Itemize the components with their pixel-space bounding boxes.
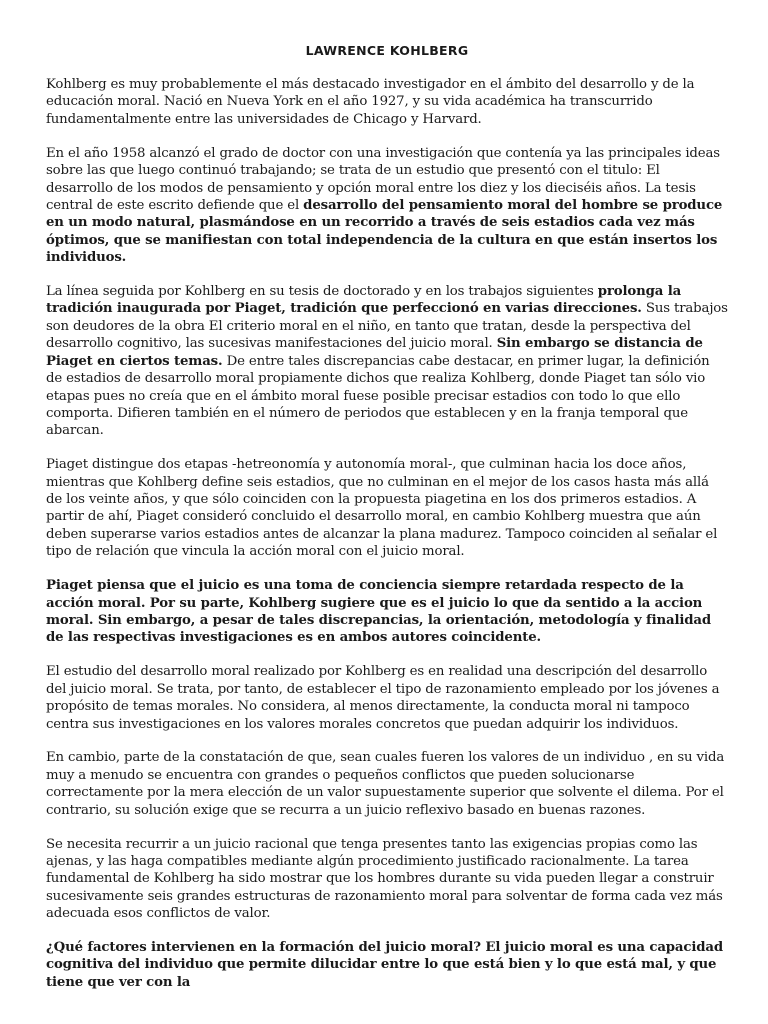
paragraph-8 bbox=[46, 836, 728, 923]
bold-text: Piaget piensa que el juicio es una toma de conciencia siempre retardada respecto de la acción moral. Por su parte, Kohlberg sugiere que es el juicio lo que da sentido a la accion moral. Sin embargo, a pesar de tales discrepancias, la orientación, metodología y finalidad de las respectivas investigaciones es en ambos autores coincidente. bbox=[46, 578, 712, 646]
bold-text: ¿Qué factores intervienen en la formación del juicio moral? El juicio moral es una capacidad cognitiva del individuo que permite dilucidar entre lo que está bien y lo que está mal, y que tiene que ver con la bbox=[46, 940, 724, 990]
document-title: LAWRENCE KOHLBERG bbox=[305, 43, 469, 58]
text: Sus trabajos son deudores de la obra El criterio moral en el niño, en tanto que tratan, desde la perspectiva del desarrollo cognitivo, las sucesivas manifestaciones del juicio moral. bbox=[46, 301, 728, 352]
paragraph-5 bbox=[46, 577, 728, 647]
text: El estudio del desarrollo moral realizado por Kohlberg es en realidad una descripción del desarrollo del juicio moral. Se trata, por tanto, de establecer el tipo de razonamiento empleado por los jóvenes a propósito de temas morales. No considera, al menos directamente, la conducta moral ni tampoco centra sus investigaciones en los valores morales concretos que puedan adquirir los individuos. bbox=[46, 664, 720, 732]
text: La línea seguida por Kohlberg en su tesis de doctorado y en los trabajos siguientes bbox=[46, 284, 598, 300]
bold-text: desarrollo del pensamiento moral del hombre se produce en un modo natural, plasmándose en un recorrido a través de seis estadios cada vez más óptimos, que se manifiestan con total independencia de la cultura en que están insertos los individuos. bbox=[46, 197, 723, 266]
text: Piaget distingue dos etapas -hetreonomía y autonomía moral-, que culminan hacia los doce años, mientras que Kohlberg define seis estadios, que no culminan en el mejor de los casos hasta más allá de los veinte años, y que sólo coinciden con la propuesta piagetina en los dos primeros estadios. A partir de ahí, Piaget consideró concluido el desarrollo moral, en cambio Kohlberg muestra que aún deben superarse varios estadios antes de alcanzar la plana madurez. Tampoco coinciden al señalar el tipo de relación que vincula la acción moral con el juicio moral. bbox=[46, 457, 718, 560]
paragraph-2 bbox=[46, 145, 728, 267]
paragraph-4 bbox=[46, 456, 728, 560]
text: Se necesita recurrir a un juicio racional que tenga presentes tanto las exigencias propias como las ajenas, y las haga compatibles mediante algún procedimiento justificado racionalmente. La tarea fundamental de Kohlberg ha sido mostrar que los hombres durante su vida pueden llegar a construir sucesivamente seis grandes estructuras de razonamiento moral para solventar de forma cada vez más adecuada esos conflictos de valor. bbox=[46, 836, 723, 922]
text: De entre tales discrepancias cabe destacar, en primer lugar, la definición de estadios de desarrollo moral propiamente dichos que realiza Kohlberg, donde Piaget tan sólo vio etapas pues no creía que en el ámbito moral fuese posible precisar estadios con todo lo que ello comporta. Difieren también en el número de periodos que establecen y en la franja temporal que abarcan. bbox=[46, 353, 710, 439]
paragraph-9 bbox=[46, 939, 728, 991]
text: En el año 1958 alcanzó el grado de doctor con una investigación que contenía ya las principales ideas sobre las que luego continuó trabajando; se trata de un estudio que presentó con el titulo: El desarrollo de los modos de pensamiento y opción moral entre los diez y los dieciséis años. La tesis central de este escrito defiende que el bbox=[46, 145, 720, 213]
paragraph-6 bbox=[46, 663, 728, 733]
bold-text: prolonga la tradición inaugurada por Piaget, tradición que perfeccionó en varias direcciones. bbox=[46, 284, 682, 317]
text: En cambio, parte de la constatación de que, sean cuales fueren los valores de un individuo , en su vida muy a menudo se encuentra con grandes o pequeños conflictos que pueden solucionarse correctamente por la mera elección de un valor supuestamente superior que solvente el dilema. Por el contrario, su solución exige que se recurra a un juicio reflexivo basado en buenas razones. bbox=[46, 750, 725, 818]
bold-text: Sin embargo se distancia de Piaget en ciertos temas. bbox=[46, 336, 703, 369]
text: Kohlberg es muy probablemente el más destacado investigador en el ámbito del desarrollo y de la educación moral. Nació en Nueva York en el año 1927, y su vida académica ha transcurrido fundamentalmente entre las universidades de Chicago y Harvard. bbox=[46, 77, 695, 127]
paragraph-7 bbox=[46, 749, 728, 819]
document-body bbox=[46, 76, 728, 991]
paragraph-3 bbox=[46, 283, 728, 440]
paragraph-1 bbox=[46, 76, 728, 128]
